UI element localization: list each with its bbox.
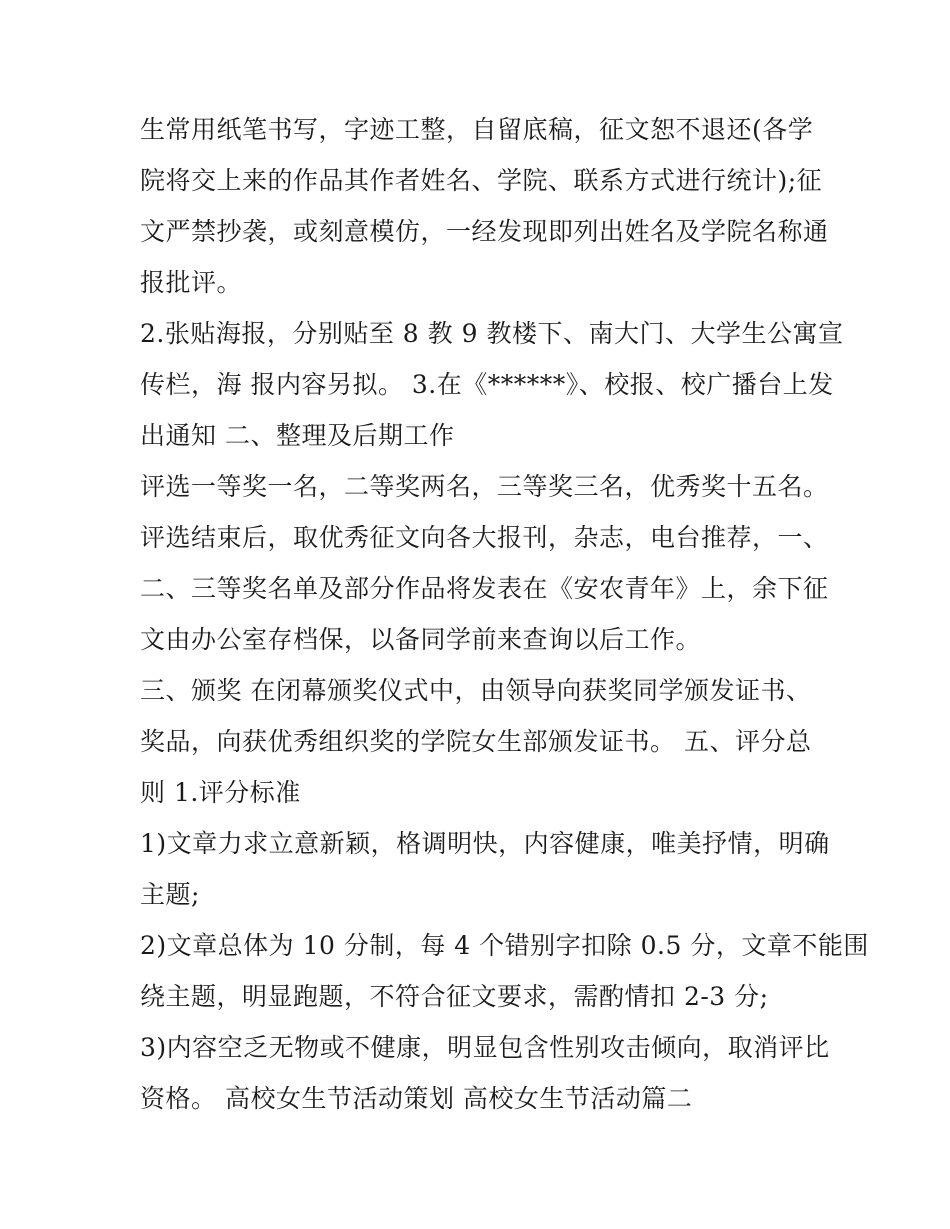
text-line: 绕主题，明显跑题，不符合征文要求，需酌情扣 2-3 分;	[140, 982, 769, 1011]
text-line: 评选一等奖一名，二等奖两名，三等奖三名，优秀奖十五名。	[140, 472, 829, 501]
text-line: 院将交上来的作品其作者姓名、学院、联系方式进行统计);征	[140, 166, 823, 195]
text-line: 1)文章力求立意新颖，格调明快，内容健康，唯美抒情，明确	[140, 829, 830, 858]
text-line: 生常用纸笔书写，字迹工整，自留底稿，征文恕不退还(各学	[140, 115, 814, 144]
text-line: 奖品，向获优秀组织奖的学院女生部颁发证书。 五、评分总	[140, 727, 812, 756]
text-line: 2)文章总体为 10 分制，每 4 个错别字扣除 0.5 分，文章不能围	[140, 931, 869, 960]
text-line: 文由办公室存档保，以备同学前来查询以后工作。	[140, 625, 702, 654]
text-line: 3)内容空乏无物或不健康，明显包含性别攻击倾向，取消评比	[140, 1033, 830, 1062]
text-line: 2.张贴海报，分别贴至 8 教 9 教楼下、南大门、大学生公寓宣	[140, 319, 844, 348]
text-line: 资格。 高校女生节活动策划 高校女生节活动篇二	[140, 1084, 693, 1113]
text-line: 传栏，海 报内容另拟。 3.在《******》、校报、校广播台上发	[140, 370, 834, 399]
text-line: 三、颁奖 在闭幕颁奖仪式中，由领导向获奖同学颁发证书、	[140, 676, 812, 705]
text-line: 文严禁抄袭，或刻意模仿，一经发现即列出姓名及学院名称通	[140, 217, 829, 246]
text-line: 则 1.评分标准	[140, 778, 301, 807]
text-line: 二、三等奖名单及部分作品将发表在《安农青年》上，余下征	[140, 574, 829, 603]
text-line: 报批评。	[140, 268, 243, 297]
text-line: 评选结束后，取优秀征文向各大报刊，杂志，电台推荐，一、	[140, 523, 829, 552]
text-line: 主题;	[140, 880, 200, 909]
text-line: 出通知 二、整理及后期工作	[140, 421, 455, 450]
